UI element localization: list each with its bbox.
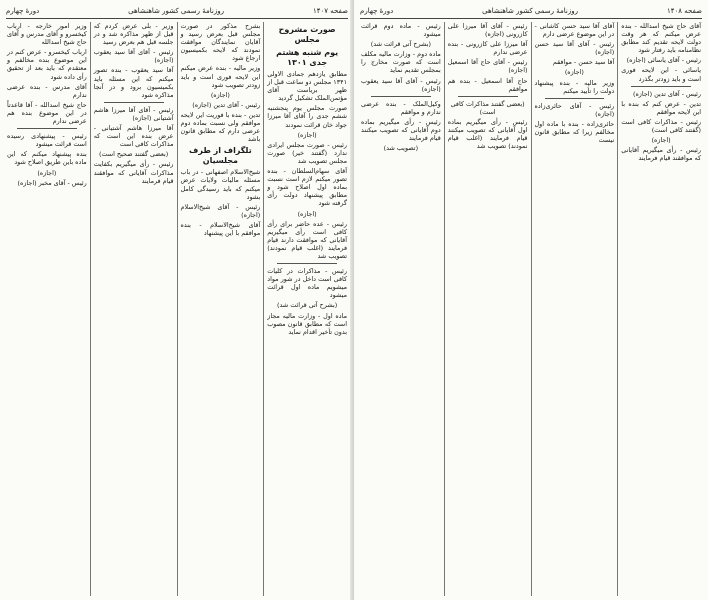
speaker-note: (بعضی گفتند مذاکرات کافی است)	[450, 99, 525, 116]
paragraph: رئیس - آقای آقا سید یعقوب (اجازه)	[93, 48, 174, 65]
paragraph: ارباب کیخسرو - عرض کنم در این موضوع بنده مخالفم و معتقدم که باید بعد از تحقیق رأی داده شود	[7, 48, 87, 81]
right-page-number: صفحه ۱۴۰۸	[666, 7, 702, 15]
paragraph: حائری‌زاده - بنده با ماده اول مخالفم زیرا که مطابق قانون نیست	[534, 119, 615, 145]
paragraph: مطابق یازدهم جمادی الاولی ۱۳۴۱ مجلس دو ساعت قبل از ظهر بریاست آقای مؤتمن‌الملک تشکیل گردید	[267, 70, 347, 103]
text-column	[177, 22, 264, 596]
paragraph: آقا میرزا هاشم آشتیانی - عرض بنده این است که مذاکرات کافی است	[93, 124, 174, 149]
paragraph: رئیس - مذاکرات کافی است (گفتند کافی است)	[621, 117, 701, 135]
paragraph: وکیل‌الملک - بنده عرضی ندارم و موافقم	[361, 99, 441, 116]
paragraph: صورت مجلس یوم پنجشنبه ششم جدی را آقای آقا میرزا جواد خان قرائت نمودند	[267, 104, 347, 129]
paragraph: رئیس - آقای یاسائی (اجازه)	[626, 56, 701, 65]
column-rule	[17, 128, 77, 129]
paragraph: رئیس - آقای آقا میرزا علی کازرونی (اجازه)	[447, 22, 528, 39]
speaker-note: (تصویب شد)	[383, 144, 419, 153]
text-column	[444, 22, 531, 596]
speaker-note: (اجازه)	[297, 209, 317, 218]
left-page-number: صفحه ۱۴۰۷	[312, 7, 348, 15]
paragraph: رئیس - آقای حائری‌زاده (اجازه)	[534, 101, 615, 118]
text-column	[263, 22, 350, 596]
right-page	[354, 0, 708, 600]
paragraph: وزیر مالیه - بنده پیشنهاد دولت را تأیید میکنم	[534, 78, 615, 95]
left-page-columns	[4, 22, 350, 596]
speaker-note: (اجازه)	[297, 130, 317, 139]
paragraph: تدین - عرض کنم که بنده با این لایحه موافقم	[621, 99, 701, 116]
paragraph: آقای حاج شیخ اسدالله - بنده عرض میکنم که هر وقت دولت لایحه تقدیم کند مطابق نظامنامه باید رفتار شود	[621, 22, 701, 55]
paragraph: بنده پیشنهاد میکنم که این ماده باین طریق اصلاح شود	[7, 150, 87, 167]
column-rule	[371, 96, 431, 97]
paragraph: وزیر امور خارجه - ارباب کیخسرو و آقای مدرس و آقای حاج شیخ اسدالله	[7, 22, 87, 47]
paragraph: رئیس - آقای آقا سید یعقوب (اجازه)	[361, 76, 441, 93]
paragraph: رئیس - رأی میگیریم بماده اول آقایانی که تصویب میکنند قیام فرمایند (اغلب قیام نمودند) تصویب شد	[447, 117, 528, 151]
left-page-title: روزنامهٔ رسمی کشور شاهنشاهی	[128, 7, 224, 15]
paragraph: بشرح مذکور در صورت مجلس قبل بعرض رسید و آقایان نمایندگان موافقت نمودند که لایحه بکمیسیون ارجاع شود	[180, 22, 261, 63]
paragraph: وزیر مالیه - بنده عرض میکنم این لایحه فوری است و باید زودتر تصویب شود	[180, 64, 261, 89]
speaker-note: (بعضی گفتند صحیح است)	[98, 150, 169, 159]
text-column	[617, 22, 704, 596]
right-page-series: دورهٔ چهارم	[360, 7, 394, 15]
speaker-note: (اجازه)	[210, 90, 230, 99]
paragraph: آقای آقا سید حسن کاشانی - در این موضوع عرضی دارم	[534, 22, 615, 39]
paragraph: رئیس - عده حاضر برای رأی کافی است رأی میگیریم آقایانی که موافقت دارند قیام فرمایند (اغلب قیام نمودند) تصویب شد	[267, 219, 347, 260]
paragraph: یاسائی - این لایحه فوری است و باید زودتر بگذرد	[621, 66, 701, 83]
paragraph: رئیس - آقای آقا سید حسن (اجازه)	[534, 40, 615, 57]
column-rule	[631, 86, 691, 87]
paragraph: تدین - بنده با فوریت این لایحه موافقم ولی نسبت بماده دوم عرضی دارم که مطابق قانون باشد	[180, 110, 261, 144]
left-page-header	[6, 4, 348, 19]
paragraph: رئیس - رأی میگیریم بکفایت مذاکرات آقایانی که موافقند قیام فرمایند	[93, 160, 174, 185]
right-page-header	[360, 4, 702, 19]
speaker-note: (بشرح آتی قرائت شد)	[277, 301, 338, 310]
text-column	[531, 22, 618, 596]
paragraph: رئیس - رأی میگیریم آقایانی که موافقند قیام فرمایند	[621, 146, 701, 163]
paragraph: شیخ‌الاسلام اصفهانی - در باب مسئله مالیات ولایات عرض میکنم که باید رسیدگی کامل بشود	[180, 168, 261, 201]
paragraph: رئیس - صورت مجلس ایرادی ندارد (گفتند خیر) صورت مجلس تصویب شد	[267, 140, 347, 165]
column-rule	[277, 263, 337, 264]
left-page-series: دورهٔ چهارم	[6, 7, 40, 15]
paragraph: رئیس - مذاکرات در کلیات کافی است داخل در شور مواد میشویم ماده اول قرائت میشود	[267, 267, 347, 300]
paragraph: ماده دوم - وزارت مالیه مکلف است که صورت مخارج را بمجلس تقدیم نماید	[361, 50, 441, 75]
text-column	[90, 22, 177, 596]
section-heading: صورت مشروح مجلس	[278, 25, 336, 44]
paragraph: ماده اول - وزارت مالیه مجاز است که مطابق قانون مصوب بدون تأخیر اقدام نماید	[267, 311, 347, 336]
paragraph: حاج آقا اسمعیل - بنده هم موافقم	[447, 76, 528, 93]
text-column	[358, 22, 444, 596]
column-rule	[545, 98, 605, 99]
paragraph: رئیس - آقای مخبر (اجازه)	[17, 178, 87, 187]
paragraph: رئیس - ماده دوم قرائت میشود	[361, 22, 441, 39]
paragraph: آقای سهام‌السلطان - بنده تصور میکنم لازم است نسبت بماده اول اصلاح شود و مطابق پیشنهاد دولت رأی گرفته شود	[267, 167, 347, 208]
paragraph: آقا سید یعقوب - بنده تصور میکنم که این مسئله باید بکمیسیون برود و در آنجا مذاکره شود	[93, 66, 174, 99]
paragraph: رئیس - رأی میگیریم بماده دوم آقایانی که تصویب میکنند قیام فرمایند	[361, 117, 441, 143]
column-rule	[104, 102, 164, 103]
paragraph: وزیر - بلی عرض کردم که قبل از ظهر مذاکره شد و در جلسه قبل هم بعرض رسید	[93, 22, 174, 47]
paragraph: رئیس - آقای شیخ‌الاسلام (اجازه)	[180, 202, 261, 219]
section-heading: یوم شنبه هشتم جدی ۱۳۰۱	[276, 48, 339, 67]
speaker-note: (اجازه)	[37, 168, 57, 177]
paragraph: آقا سید حسن - موافقم	[552, 58, 615, 67]
paragraph: رئیس - پیشنهادی رسیده است قرائت میشود	[7, 132, 87, 149]
column-rule	[458, 96, 518, 97]
paragraph: رئیس - آقای آقا میرزا هاشم آشتیانی (اجازه)	[93, 105, 174, 122]
paragraph: آقای مدرس - بنده عرضی ندارم	[7, 82, 87, 99]
speaker-note: (اجازه)	[564, 68, 584, 77]
paragraph: رئیس - آقای حاج آقا اسمعیل (اجازه)	[447, 58, 528, 75]
text-column	[4, 22, 90, 596]
paragraph: رئیس - آقای تدین (اجازه)	[632, 89, 701, 98]
section-heading: تلگراف از طرف مجلسیان	[189, 146, 252, 166]
speaker-note: (بشرح آتی قرائت شد)	[370, 40, 431, 49]
paragraph: حاج شیخ اسدالله - آقا قاعدتاً در این موضوع بنده هم عرضی ندارم	[7, 100, 87, 126]
speaker-note: (اجازه)	[651, 136, 671, 145]
paragraph: آقا میرزا علی کازرونی - بنده عرضی ندارم	[447, 40, 528, 57]
paragraph: آقای شیخ‌الاسلام - بنده موافقم با این پیشنهاد	[180, 220, 261, 237]
right-page-title: روزنامهٔ رسمی کشور شاهنشاهی	[482, 7, 578, 15]
paragraph: رئیس - آقای تدین (اجازه)	[192, 100, 261, 109]
right-page-columns	[358, 22, 704, 596]
